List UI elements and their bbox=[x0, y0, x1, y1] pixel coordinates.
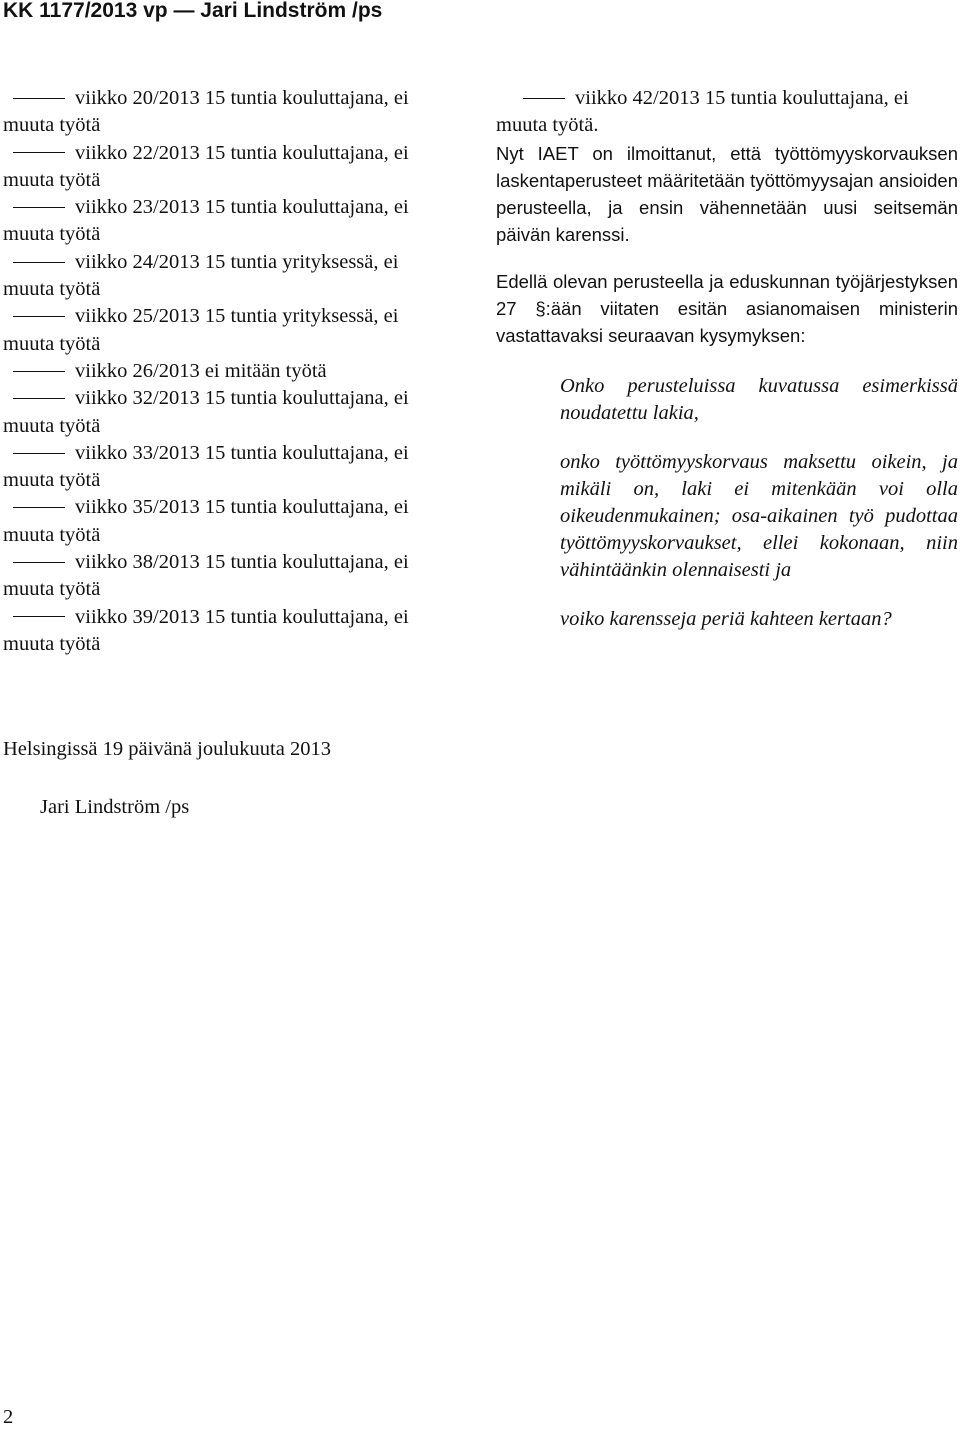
em-dash bbox=[523, 98, 565, 99]
list-item bbox=[3, 358, 465, 385]
em-dash bbox=[13, 616, 65, 617]
list-item bbox=[3, 194, 465, 249]
list-item bbox=[3, 249, 465, 304]
item-continuation: muuta työtä bbox=[3, 632, 101, 655]
em-dash bbox=[13, 562, 65, 563]
item-continuation: muuta työtä bbox=[3, 278, 101, 301]
item-continuation: muuta työtä bbox=[3, 223, 101, 246]
question-2: onko työttömyyskorvaus maksettu oikein, ja mikäli on, laki ei mitenkään voi olla oikeudenmukainen; osa-aikainen työ pudottaa työttömyyskorvaukset, ellei kokonaan, niin vähintäänkin olennaisesti ja bbox=[560, 450, 958, 581]
em-dash bbox=[13, 207, 65, 208]
signature: Jari Lindström /ps bbox=[40, 796, 190, 818]
question-1: Onko perusteluissa kuvatussa esimerkissä noudatettu lakia, bbox=[560, 374, 958, 424]
document-header: KK 1177/2013 vp — Jari Lindström /ps bbox=[3, 0, 383, 22]
paragraph-iaet-notice: Nyt IAET on ilmoittanut, että työttömyyskorvauksen laskentaperusteet määritetään työttömyysajan ansioiden perusteella, ja ensin vähennetään uusi seitsemän päivän karenssi. bbox=[496, 142, 958, 245]
item-line: viikko 23/2013 15 tuntia kouluttajana, ei bbox=[75, 196, 409, 219]
item-line: viikko 39/2013 15 tuntia kouluttajana, ei bbox=[75, 605, 409, 628]
em-dash bbox=[13, 98, 65, 99]
item-continuation: muuta työtä bbox=[3, 114, 101, 137]
item-line: viikko 42/2013 15 tuntia kouluttajana, ei bbox=[575, 87, 909, 109]
item-line: viikko 22/2013 15 tuntia kouluttajana, ei bbox=[75, 141, 409, 164]
place-and-date: Helsingissä 19 päivänä joulukuuta 2013 bbox=[3, 738, 331, 760]
item-continuation: muuta työtä bbox=[3, 168, 101, 191]
list-item bbox=[3, 140, 465, 195]
item-line: viikko 35/2013 15 tuntia kouluttajana, ei bbox=[75, 496, 409, 519]
item-continuation: muuta työtä bbox=[3, 414, 101, 437]
item-continuation: muuta työtä bbox=[3, 332, 101, 355]
list-item bbox=[496, 85, 958, 140]
item-line: viikko 32/2013 15 tuntia kouluttajana, ei bbox=[75, 387, 409, 410]
em-dash bbox=[13, 371, 65, 372]
paragraph-question-intro: Edellä olevan perusteella ja eduskunnan työjärjestyksen 27 §:ään viitaten esitän asianomaisen ministerin vastattavaksi seuraavan kysymyksen: bbox=[496, 270, 958, 346]
list-item bbox=[3, 440, 465, 495]
item-line: viikko 24/2013 15 tuntia yrityksessä, ei bbox=[75, 250, 399, 273]
right-column bbox=[496, 85, 958, 633]
item-continuation: muuta työtä bbox=[3, 578, 101, 601]
em-dash bbox=[13, 152, 65, 153]
item-continuation: muuta työtä. bbox=[496, 114, 599, 137]
item-line: viikko 33/2013 15 tuntia kouluttajana, ei bbox=[75, 441, 409, 464]
list-item bbox=[3, 85, 465, 140]
em-dash bbox=[13, 398, 65, 399]
left-column bbox=[3, 85, 465, 658]
em-dash bbox=[13, 262, 65, 263]
list-item bbox=[3, 385, 465, 440]
item-line: viikko 38/2013 15 tuntia kouluttajana, ei bbox=[75, 551, 409, 574]
item-line: viikko 26/2013 ei mitään työtä bbox=[75, 359, 327, 382]
list-item bbox=[3, 494, 465, 549]
em-dash bbox=[13, 507, 65, 508]
item-continuation: muuta työtä bbox=[3, 523, 101, 546]
item-line: viikko 25/2013 15 tuntia yrityksessä, ei bbox=[75, 305, 399, 328]
list-item bbox=[3, 604, 465, 659]
page-number: 2 bbox=[3, 1406, 14, 1428]
list-item bbox=[3, 303, 465, 358]
item-line: viikko 20/2013 15 tuntia kouluttajana, ei bbox=[75, 87, 409, 109]
list-item bbox=[3, 549, 465, 604]
em-dash bbox=[13, 316, 65, 317]
em-dash bbox=[13, 453, 65, 454]
question-3: voiko karensseja periä kahteen kertaan? bbox=[560, 607, 892, 630]
item-continuation: muuta työtä bbox=[3, 469, 101, 492]
